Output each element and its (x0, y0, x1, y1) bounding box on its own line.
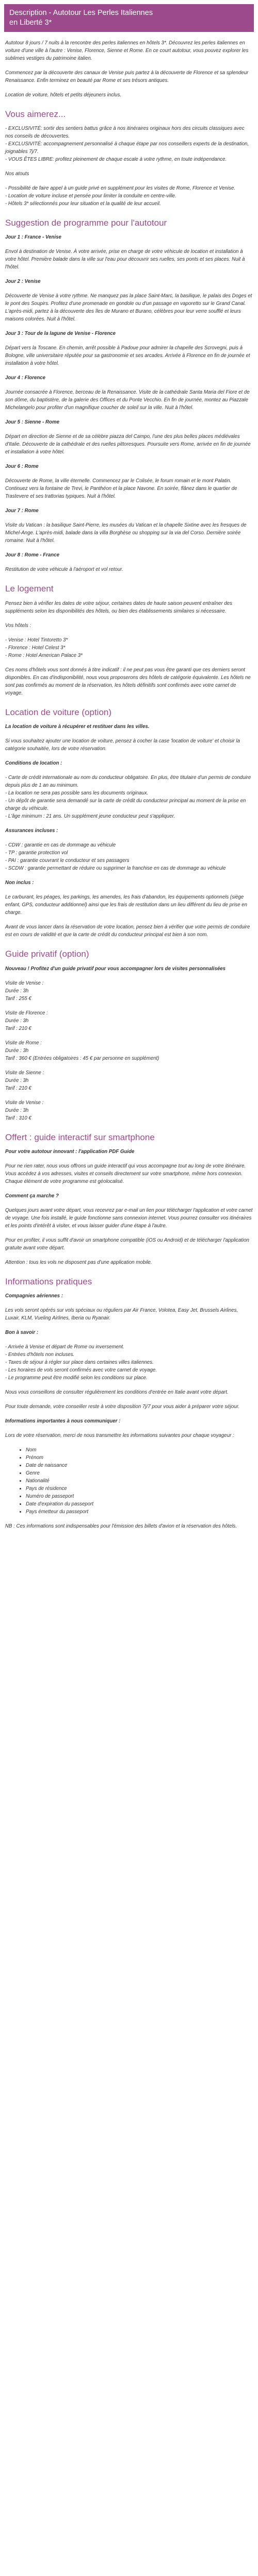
day-title: Jour 3 : Tour de la lagune de Venise - Florence (5, 331, 116, 337)
section-title-infos: Informations pratiques (5, 1277, 92, 1287)
guide-city-name: Visite de Rome : (5, 1040, 42, 1046)
guide-city-line: Durée : 3h (5, 1047, 29, 1054)
offert-paragraph-4: Attention : tous les vols ne disposent pas d'une application mobile. (5, 1260, 152, 1266)
day-text: Découverte de Venise à votre rythme. Ne manquez pas la place Saint-Marc, la basilique, le palais des Doges et le pont des Soupirs. Profitez d'une promenade en gondole ou d'un passage en vaporetto sur le Grand Canal. L'après-midi, partez à la découverte des îles de Murano et Burano, célèbres pour leur verre soufflé et leurs maisons colorées. Nuit à l'hôtel. (5, 293, 252, 323)
infos-list-item: • Date de naissance (26, 1462, 253, 1469)
guide-subtitle: Nouveau ! Profitez d'un guide privatif pour vous accompagner lors de visites personnalisées (5, 965, 226, 972)
intro-paragraph-2: Commencez par la découverte des canaux de Venise puis partez à la découverte de Florence et sa splendeur Renaissance. Enfin terminez en beauté par Rome et ses trésors antiques. (5, 70, 249, 83)
infos-list-title: Informations importantes à nous communiquer : (5, 1418, 121, 1425)
day (5, 418, 253, 456)
guide-city (5, 1069, 253, 1092)
intro-paragraph: Autotour 8 jours / 7 nuits à la rencontre des perles italiennes en hôtels 3*. Découvrez les perles italiennes en voiture d'une ville à l'autre : Venise, Florence, Sienne et Rome. En ce court autotour, vous pouvez explorer les sublimes vestiges du patrimoine italien. (5, 40, 249, 61)
infos-air-title: Compagnies aériennes : (5, 1293, 63, 1299)
day (5, 507, 253, 545)
location-paragraph-2: Si vous souhaitez ajouter une location de voiture, pensez à cocher la case 'location de voiture' et choisir la catégorie souhaitée, lors de votre réservation. (5, 738, 240, 752)
guide-city (5, 979, 253, 1003)
day-title: Jour 8 : Rome - France (5, 552, 59, 558)
offert-paragraph-2: Quelques jours avant votre départ, vous recevrez par e-mail un lien pour télécharger l'application et votre carnet de voyage. Une fois installé, le guide fonctionne sans connexion internet. Vous pourrez consulter vos itinéraires et les points d'intérêt à visiter, et vous laisser guider d'une étape à l'autre. (5, 1208, 253, 1229)
day-text: Découverte de Rome, la ville éternelle. Commencez par le Colisée, le forum romain et le mont Palatin. Continuez vers la fontaine de Trevi, le Panthéon et la place Navone. En soirée, flânez dans le quartier de Trastevere et ses trattorias typiques. Nuit à l'hôtel. (5, 478, 237, 500)
guide-city-line: Tarif : 310 € (5, 1115, 31, 1121)
day-title: Jour 6 : Rome (5, 464, 39, 470)
infos-list-item: • Nationalité (26, 1477, 253, 1485)
guide-city-line: Durée : 3h (5, 1107, 29, 1113)
logement-paragraph: Pensez bien à vérifier les dates de votre séjour, certaines dates de haute saison peuvent entraîner des suppléments selon les disponibilités des hôtels, ou bien des établissements similaires si nécessaire. (5, 600, 232, 614)
guide-city-name: Visite de Venise : (5, 1099, 44, 1106)
infos-list-item: • Genre (26, 1469, 253, 1477)
guide-city-line: Tarif : 255 € (5, 995, 31, 1002)
section-title-location: Location de voiture (option) (5, 707, 112, 717)
section-title-logement: Le logement (5, 584, 54, 594)
location-cond-title: Conditions de location : (5, 760, 62, 767)
guide-city-line: Durée : 3h (5, 1077, 29, 1083)
location-ins-title: Assurances incluses : (5, 828, 58, 834)
infos-list-item: • Date d'expiration du passeport (26, 1500, 253, 1508)
guide-city-line: Tarif : 210 € (5, 1025, 31, 1031)
logement-subtitle: Vos hôtels : (5, 622, 31, 629)
day-title: Jour 1 : France - Venise (5, 234, 61, 241)
day-title: Jour 5 : Sienne - Rome (5, 419, 59, 426)
guide-city (5, 1039, 253, 1062)
guide-city-line: Tarif : 210 € (5, 1085, 31, 1091)
location-ins: - CDW : garantie en cas de dommage au véhicule - TP : garantie protection vol - PAI : garantie couvrant le conducteur et ses passagers - SCDW : garantie permettant de réduire ou supprimer la franchise en cas de dommage au véhicule (5, 842, 226, 872)
guide-city (5, 1009, 253, 1032)
infos-list-intro: Lors de votre réservation, merci de nous transmettre les informations suivantes pour chaque voyageur : (5, 1433, 234, 1439)
offert-paragraph: Pour ne rien rater, nous vous offrons un guide interactif qui vous accompagne tout au long de votre itinéraire. Vous accédez à vos adresses, visites et conseils directement sur votre smartphone, même hors connexion. Chaque élément de votre programme est géolocalisé. (5, 1163, 246, 1185)
day (5, 330, 253, 367)
offert-subtitle: Pour votre autotour innovant : l'application PDF Guide (5, 1149, 135, 1155)
page-title: Description - Autotour Les Perles Italiennes (9, 9, 153, 17)
offert-paragraph-3: Pour en profiter, il vous suffit d'avoir un smartphone compatible (iOS ou Android) et de télécharger l'application gratuite avant votre départ. (5, 1238, 249, 1251)
day-title: Jour 7 : Rome (5, 508, 39, 514)
location-not-title: Non inclus : (5, 880, 34, 886)
location-not: Le carburant, les péages, les parkings, les amendes, les frais d'abandon, les équipements optionnels (siège enfant, GPS, conducteur additionnel) ainsi que les frais de restitution dans un lieu différent du lieu de prise en charge. (5, 894, 248, 916)
infos-air: Les vols seront opérés sur vols spéciaux ou réguliers par Air France, Volotea, Easy Jet, Brussels Airlines, Luxair, KLM, Vueling Airlines, Iberia ou Ryanair. (5, 1308, 238, 1321)
section-title-offert: Offert : guide interactif sur smartphone (5, 1132, 155, 1142)
day-title: Jour 2 : Venise (5, 279, 41, 285)
infos-extra: Nous vous conseillons de consulter régulièrement les conditions d'entrée en Italie avant votre départ. (5, 1389, 229, 1396)
why-item: - EXCLUSIVITÉ: sortir des sentiers battus grâce à nos itinéraires originaux hors des circuits classiques avec nos conseils de découvertes. (5, 126, 245, 140)
day (5, 551, 253, 573)
day-text: Départ vers la Toscane. En chemin, arrêt possible à Padoue pour admirer la chapelle des Scrovegni, puis à Bologne, ville universitaire réputée pour sa gastronomie et ses arcades. Arrivée à Florence en fin de journée et installation à votre hôtel. (5, 345, 250, 367)
guide-city-line: Durée : 3h (5, 988, 29, 994)
infos-list-item: • Prénom (26, 1454, 253, 1462)
infos-list-item: • Pays de résidence (26, 1485, 253, 1493)
location-paragraph: La location de voiture à récupérer et restituer dans les villes. (5, 724, 150, 730)
section-title-guide: Guide privatif (option) (5, 949, 89, 959)
guide-city-line: Tarif : 360 € (Entrées obligatoires : 45 € par personne en supplément) (5, 1055, 159, 1061)
section-title-why: Vous aimerez... (5, 109, 66, 119)
intro-paragraph-3: Location de voiture, hôtels et petits déjeuners inclus. (5, 92, 122, 98)
infos-note-title: Bon à savoir : (5, 1330, 39, 1336)
hotel-list (5, 636, 253, 659)
page-title-banner (4, 4, 254, 32)
why-item: - VOUS ÊTES LIBRE: profitez pleinement de chaque escale à votre rythme, en toute indépendance. (5, 157, 227, 163)
why-note: - Possibilité de faire appel à un guide privé en supplément pour les visites de Rome, Florence et Venise. - Location de voiture incluse et pensée pour limiter la conduite en centre-ville. - Hôtels 3* sélectionnés pour leur situation et la qualité de leur accueil. (5, 185, 236, 207)
guide-city-name: Visite de Florence : (5, 1010, 48, 1016)
infos-extra-2: Pour toute demande, votre conseiller reste à votre disposition 7j/7 pour vous aider à préparer votre séjour. (5, 1404, 240, 1410)
section-title-programme: Suggestion de programme pour l'autotour (5, 218, 167, 228)
location-cond: - Carte de crédit internationale au nom du conducteur obligatoire. En plus, être titulaire d'un permis de conduire depuis plus de 1 an au minimum. - La location ne sera pas possible sans les documents originaux. - Un dépôt de garantie sera demandé sur la carte de crédit du conducteur principal au moment de la prise en charge du véhicule. - L'âge minimum : 21 ans. Un supplément jeune conducteur peut s'appliquer. (5, 775, 251, 820)
day-text: Départ en direction de Sienne et de sa célèbre piazza del Campo, l'une des plus belles places médiévales d'Italie. Découverte de la cathédrale et des ruelles pittoresques. Poursuite vers Rome, arrivée en fin de journée et installation à votre hôtel. (5, 434, 251, 455)
guide-city-name: Visite de Sienne : (5, 1070, 44, 1076)
infos-list-item: • Numéro de passeport (26, 1493, 253, 1500)
infos-list-item: • Pays émetteur du passeport (26, 1508, 253, 1516)
day (5, 233, 253, 271)
infos-list (5, 1446, 253, 1516)
why-item: - EXCLUSIVITÉ: accompagnement personnalisé à chaque étape par nos conseillers experts de la destination, joignables 7j/7. (5, 141, 249, 155)
infos-list-item: • Nom (26, 1446, 253, 1454)
location-paragraph-3: Avant de vous lancer dans la réservation de votre location, pensez bien à vérifier que votre permis de conduire est en cours de validité et que la carte de crédit du conducteur principal est bien à son nom. (5, 924, 250, 938)
why-list (5, 125, 253, 163)
day-text: Envol à destination de Venise. À votre arrivée, prise en charge de votre véhicule de location et installation à votre hôtel. Première balade dans la ville sur l'eau pour découvrir ses ruelles, ses ponts et ses places. Nuit à l'hôtel. (5, 249, 245, 270)
logement-paragraph-2: Ces noms d'hôtels vous sont donnés à titre indicatif : il ne peut pas vous être garanti que ces derniers seront disponibles. En cas d'indisponibilité, nous vous proposerons des hôtels de catégorie équivalente. Les hôtels ne sont pas confirmés au moment de la réservation, les hôtels définitifs sont confirmés avec votre carnet de voyage. (5, 667, 251, 696)
day-text: Restitution de votre véhicule à l'aéroport et vol retour. (5, 567, 123, 573)
infos-note: - Arrivée à Venise et départ de Rome ou inversement. - Entrées d'hôtels non incluses. - Taxes de séjour à régler sur place dans certaines villes italiennes. - Les horaires de vols seront confirmés avec votre carnet de voyage. - Le programme peut être modifié selon les conditions sur place. (5, 1344, 157, 1381)
hotel-item: - Rome : Hotel American Palace 3* (5, 652, 83, 658)
day (5, 374, 253, 412)
day-text: Visite du Vatican : la basilique Saint-Pierre, les musées du Vatican et la chapelle Sixtine avec les fresques de Michel-Ange. L'après-midi, balade dans la villa Borghèse ou shopping sur la via del Corso. Dernière soirée romaine. Nuit à l'hôtel. (5, 522, 247, 544)
day (5, 278, 253, 323)
day-text: Journée consacrée à Florence, berceau de la Renaissance. Visite de la cathédrale Santa Maria del Fiore et de son dôme, du baptistère, de la galerie des Offices et du Ponte Vecchio. En fin de journée, montez au Piazzale Michelangelo pour profiter d'un magnifique coucher de soleil sur la ville. Nuit à l'hôtel. (5, 389, 250, 411)
page-subtitle: en Liberté 3* (9, 18, 52, 27)
hotel-item: - Florence : Hotel Celest 3* (5, 645, 66, 651)
day-title: Jour 4 : Florence (5, 375, 46, 381)
guide-city (5, 1099, 253, 1122)
description-content (0, 39, 258, 1531)
infos-footer: NB : Ces informations sont indispensables pour l'émission des billets d'avion et la réservation des hôtels. (5, 1523, 237, 1530)
guide-city-line: Durée : 3h (5, 1018, 29, 1024)
guide-city-name: Visite de Venise : (5, 980, 44, 986)
day (5, 463, 253, 500)
why-note-title: Nos atouts (5, 171, 29, 177)
hotel-item: - Venise : Hotel Tintoretto 3* (5, 637, 68, 643)
offert-howto-title: Comment ça marche ? (5, 1193, 59, 1199)
